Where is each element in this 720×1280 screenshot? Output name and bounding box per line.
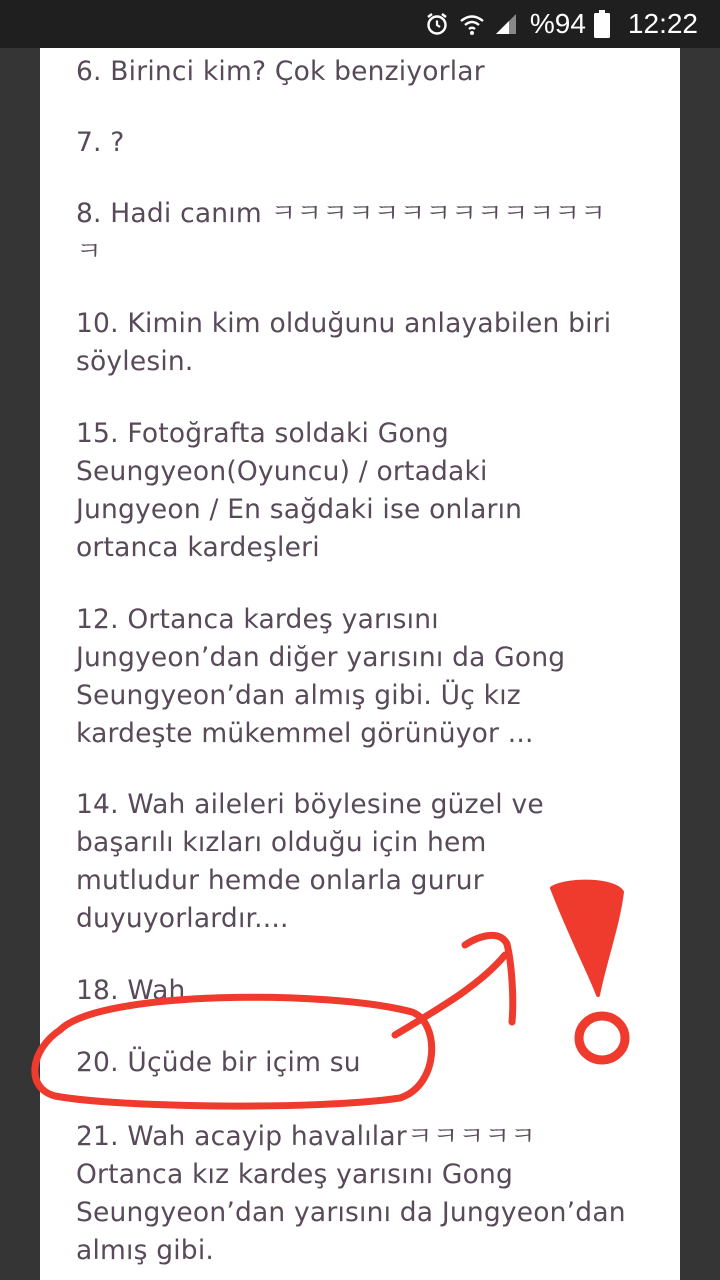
comment-12: 12. Ortanca kardeş yarısını Jungyeon’dan diğer yarısını da Gong Seungyeon’dan almış gibi. Üç kız kardeşte mükemmel görünüyor ...: [76, 604, 566, 749]
comment-18: 18. Wah: [76, 975, 186, 1006]
comment-6: 6. Birinci kim? Çok benziyorlar: [76, 56, 485, 87]
alarm-icon: [424, 11, 450, 37]
comment-15: 15. Fotoğrafta soldaki Gong Seungyeon(Oyuncu) / ortadaki Jungyeon / En sağdaki ise onların ortanca kardeşleri: [76, 418, 523, 563]
status-bar: [0, 0, 720, 48]
signal-icon: [494, 12, 518, 36]
battery-percent: %94: [529, 8, 586, 39]
left-margin: [0, 48, 40, 1280]
comment-8: 8. Hadi canım ㅋㅋㅋㅋㅋㅋㅋㅋㅋㅋㅋㅋㅋ ㅋ: [76, 198, 606, 267]
comment-10: 10. Kimin kim olduğunu anlayabilen biri söylesin.: [76, 308, 612, 377]
comment-20: 20. Üçüde bir içim su: [76, 1047, 361, 1078]
right-margin: [680, 48, 720, 1280]
wifi-icon: [458, 11, 486, 37]
comment-21: 21. Wah acayip havalılarㅋㅋㅋㅋㅋ Ortanca kız kardeş yarısını Gong Seungyeon’dan yarısını da Jungyeon’dan almış gibi.: [76, 1121, 626, 1266]
comments-page[interactable]: [40, 48, 680, 1280]
comment-14: 14. Wah aileleri böylesine güzel ve başarılı kızları olduğu için hem mutludur hemde onlarla gurur duyuyorlardır....: [76, 789, 544, 934]
clock: 12:22: [627, 8, 698, 39]
battery-icon: [594, 10, 610, 38]
comment-7: 7. ?: [76, 127, 125, 158]
